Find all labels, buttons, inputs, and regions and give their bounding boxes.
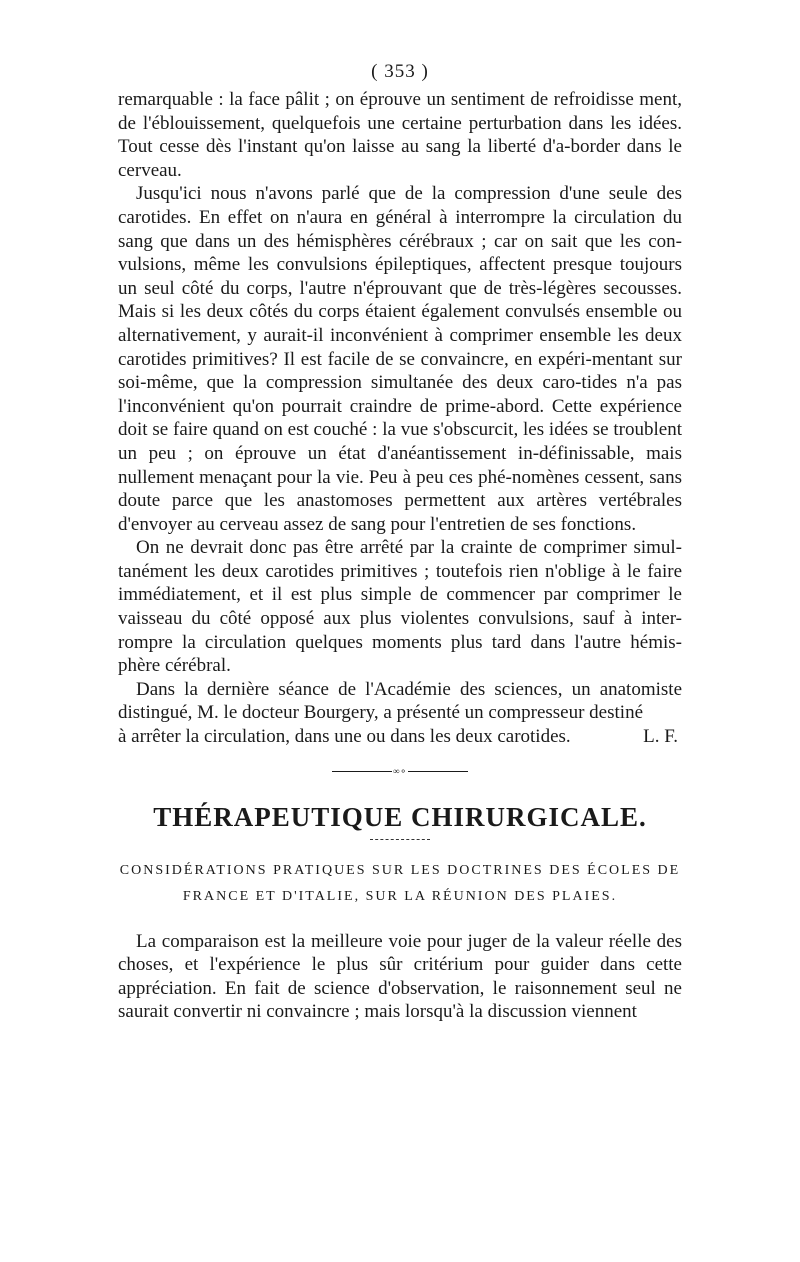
paragraph-3: On ne devrait donc pas être arrêté par la crainte de comprimer simul-tanément les deux carotides primitives ; toutefois rien n'oblige à le faire immédiatement, et il est plus simple de commencer par comprimer le vaisseau du côté opposé aux plus violentes convulsions, sauf à inter-rompre la circulation quelques moments plus tard dans l'autre hémis-phère cérébral.	[118, 537, 682, 677]
ornament-rule-left	[332, 771, 392, 772]
ornament-knot-icon: ∞⚬	[393, 766, 407, 777]
paragraph-4: Dans la dernière séance de l'Académie des sciences, un anatomiste distingué, M. le docteur Bourgery, a présenté un compresseur destiné	[118, 678, 682, 724]
page-number: ( 353 )	[371, 61, 429, 82]
subtitle-line-1: CONSIDÉRATIONS PRATIQUES SUR LES DOCTRINES DES ÉCOLES DE	[119, 862, 681, 878]
title-divider	[370, 839, 430, 840]
subtitle-line-2: FRANCE ET D'ITALIE, SUR LA RÉUNION DES PLAIES.	[182, 888, 618, 904]
document-page	[118, 60, 682, 1024]
section-subtitle	[108, 858, 692, 910]
section-title: THÉRAPEUTIQUE CHIRURGICALE.	[153, 801, 647, 832]
signature-line	[118, 725, 682, 749]
author-signature: L. F.	[643, 726, 678, 748]
ornament-divider	[118, 763, 682, 783]
paragraph-5: La comparaison est la meilleure voie pour juger de la valeur réelle des choses, et l'expérience le plus sûr critérium pour guider dans cette appréciation. En fait de science d'observation, le raisonnement seul ne saurait convertir ni convaincre ; mais lorsqu'à la discussion viennent	[118, 930, 682, 1023]
ornament-rule-right	[408, 771, 468, 772]
paragraph-1: remarquable : la face pâlit ; on éprouve un sentiment de refroidisse ment, de l'éblouissement, quelquefois une certaine perturbation dans les idées. Tout cesse dès l'instant qu'on laisse au sang la liberté d'a-border dans le cerveau.	[118, 89, 682, 181]
paragraph-2: Jusqu'ici nous n'avons parlé que de la compression d'une seule des carotides. En effet on n'aura en général à interrompre la circulation du sang que dans un des hémisphères cérébraux ; car on sait que les con-vulsions, même les convulsions épileptiques, affectent presque toujours un seul côté du corps, l'autre n'éprouvant que de très-légères secousses. Mais si les deux côtés du corps étaient également convulsés ensemble ou alternativement, y aurait-il inconvénient à comprimer ensemble les deux carotides primitives? Il est facile de se convaincre, en expéri-mentant sur soi-même, que la compression simultanée des deux caro-tides n'a pas l'inconvénient qu'on pourrait craindre de prime-abord. Cette expérience doit se faire quand on est couché : la vue s'obscurcit, les idées se troublent un peu ; on éprouve un état d'anéantissement in-définissable, mais nullement menaçant pour la vie. Peu à peu ces phé-nomènes cessent, sans doute parce que les anastomoses permettent aux artères vertébrales d'envoyer au cerveau assez de sang pour l'entretien de ses fonctions.	[118, 183, 682, 535]
last-line-text: à arrêter la circulation, dans une ou dans les deux carotides.	[118, 726, 571, 748]
